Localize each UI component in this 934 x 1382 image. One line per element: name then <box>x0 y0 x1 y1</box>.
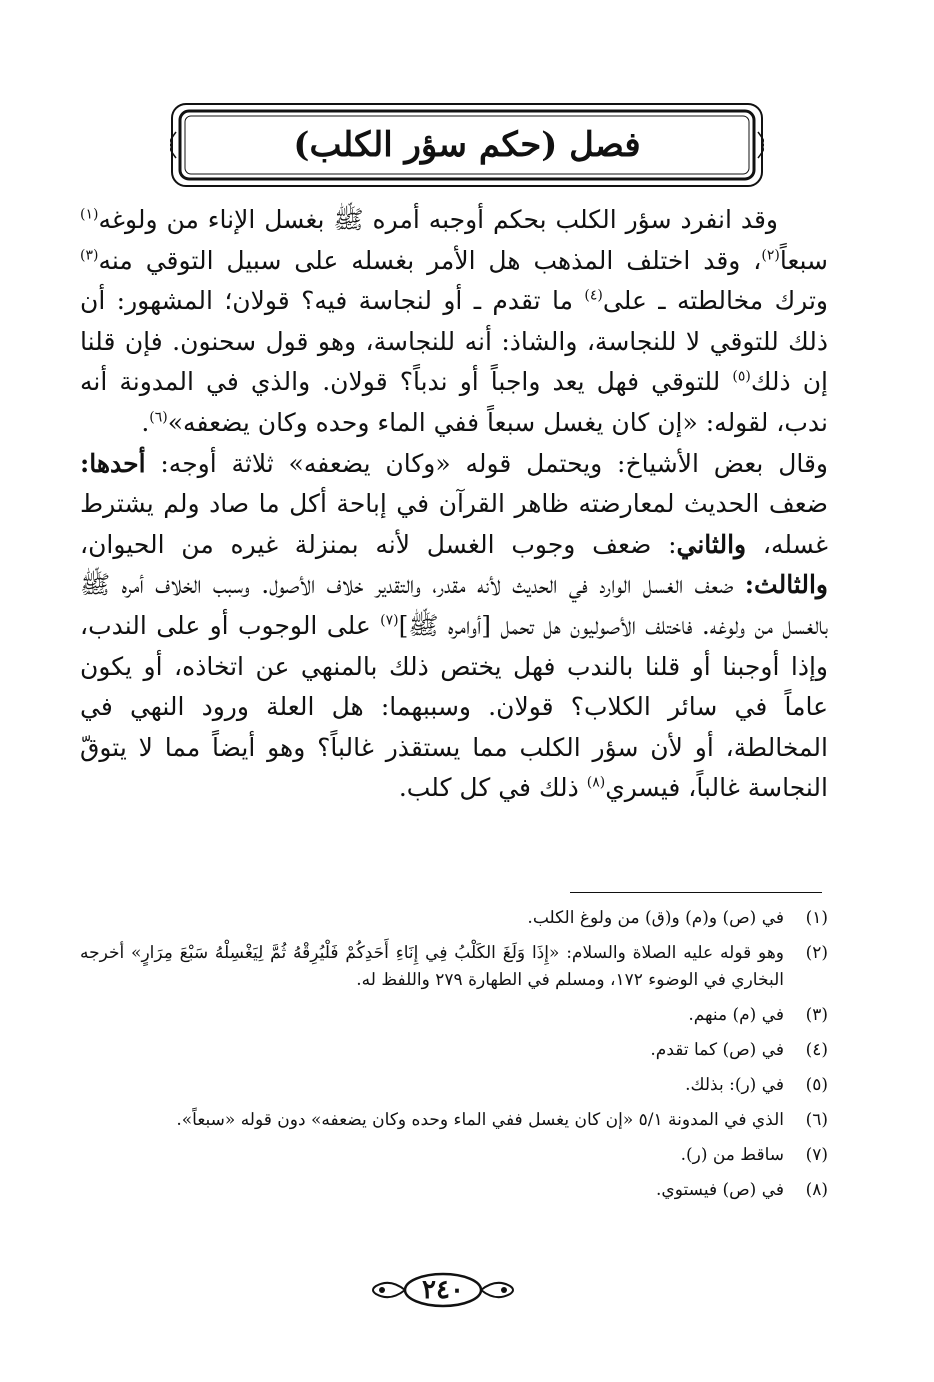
text-run: ذلك في كل كلب. <box>398 773 587 803</box>
footnote-text: وهو قوله عليه الصلاة والسلام: «إِذَا وَلَغَ الكَلْبُ فِي إِنَاءِ أَحَدِكُمْ فَلْيُرِقْهُ ثُمَّ لِيَغْسِلْهُ سَبْعَ مِرَارٍ» أخرجه البخاري في الوضوء ١٧٢، ومسلم في الطهارة ٢٧٩ واللفظ له. <box>80 943 784 990</box>
text-run: ضعف الحديث لمعارضته ظاهر القرآن في إباحة أكل ما صاد ولم يشترط غسله، <box>80 489 828 559</box>
footnote-number: (٥) <box>805 1075 828 1095</box>
text-run: على الوجوب أو على الندب، وإذا أوجبنا أو قلنا بالندب فهل يختص ذلك بالمنهي عن اتخاذه، أو يكون عاماً في سائر الكلاب؟ قولان. وسببهما: هل العلة ورود النهي في المخالطة، أو لأن سؤر الكلب مما يستقذر غالباً؟ وهو أيضاً مما لا يتوقّ النجاسة غالباً، فيسري <box>80 610 828 803</box>
text-run: وترك مخالطته ـ على <box>602 286 828 316</box>
footnote-item <box>80 1072 828 1099</box>
footnote-text: في (م) منهم. <box>688 1005 784 1025</box>
footnote-item <box>80 1002 828 1029</box>
main-text <box>80 200 828 809</box>
footnote-item <box>80 1177 828 1204</box>
footnote-item <box>80 905 828 932</box>
section-title-frame <box>170 102 764 188</box>
footnote-text: في (ص) فيستوي. <box>656 1180 784 1200</box>
footnote-item <box>80 940 828 994</box>
footnote-ref: (٢) <box>761 247 780 264</box>
text-run: : ضعف وجوب الغسل لأنه بمنزلة غيره من الحيوان، <box>80 529 677 559</box>
footnote-text: في (ص) و(م) و(ق) من ولوغ الكلب. <box>527 908 784 928</box>
footnote-ref: (٤) <box>584 287 603 304</box>
footnote-item <box>80 1107 828 1134</box>
text-run: سبعاً <box>779 245 828 275</box>
section-title: فصل (حكم سؤر الكلب) <box>293 125 641 165</box>
footnote-ref: (٦) <box>149 409 168 426</box>
paragraph <box>80 200 828 444</box>
footnote-separator <box>570 892 822 893</box>
text-run: للتوقي فهل يعد واجباً أو ندباً؟ قولان. والذي في المدونة أنه ندب، لقوله: «إن كان يغسل سبعاً ففي الماء وحده وكان يضعفه» <box>80 367 828 437</box>
bold-term: والثالث: <box>744 570 828 600</box>
bold-term: والثاني <box>676 529 747 559</box>
footnote-number: (٣) <box>805 1005 828 1025</box>
footnote-number: (٦) <box>805 1110 828 1130</box>
footnote-ref: (٧) <box>380 612 399 629</box>
footnote-text: ساقط من (ر). <box>680 1145 784 1165</box>
bold-term: أحدها: <box>80 448 146 478</box>
footnote-number: (٤) <box>805 1040 828 1060</box>
footnote-ref: (٥) <box>732 369 751 386</box>
page-number-ornament <box>368 1268 518 1312</box>
footnote-number: (١) <box>805 908 828 928</box>
footnote-number: (٨) <box>805 1180 828 1200</box>
footnote-number: (٧) <box>805 1145 828 1165</box>
footnote-number: (٢) <box>805 943 828 963</box>
footnote-ref: (٣) <box>80 247 99 264</box>
footnote-text: الذي في المدونة ٥/١ «إن كان يغسل ففي الماء وحده وكان يضعفه» دون قوله «سبعاً». <box>176 1110 784 1130</box>
paragraph <box>80 444 828 809</box>
page-number: ٢٤٠ <box>422 1275 464 1305</box>
footnotes <box>80 905 828 1212</box>
footnote-item <box>80 1037 828 1064</box>
footnote-text: في (ص) كما تقدم. <box>650 1040 784 1060</box>
text-run: ما تقدم ـ أو لنجاسة فيه؟ قولان؛ المشهور: أن ذلك للتوقي لا للنجاسة، والشاذ: أنه للنجاسة، وهو قول سحنون. فإن قلنا إن ذلك <box>80 286 828 397</box>
footnote-ref: (١) <box>80 206 99 223</box>
footnote-item <box>80 1142 828 1169</box>
text-run: . <box>141 407 150 437</box>
text-run: وقال بعض الأشياخ: ويحتمل قوله «وكان يضعفه» ثلاثة أوجه: <box>145 448 828 478</box>
footnote-ref: (٨) <box>586 774 606 791</box>
text-run: ضعف الغسل الوارد في الحديث لأنه مقدر، والتقدير خلاف الأصول. وسبب الخلاف أمره ﷺ بالغسل من ولوغه. فاختلف الأصوليون هل تحمل [أوامره ﷺ] <box>80 570 829 640</box>
text-run: ، وقد اختلف المذهب هل الأمر بغسله على سبيل التوقي منه <box>98 245 762 275</box>
footnote-text: في (ر): بذلك. <box>685 1075 784 1095</box>
text-run: وقد انفرد سؤر الكلب بحكم أوجبه أمره ﷺ بغسل الإناء من ولوغه <box>98 205 778 234</box>
